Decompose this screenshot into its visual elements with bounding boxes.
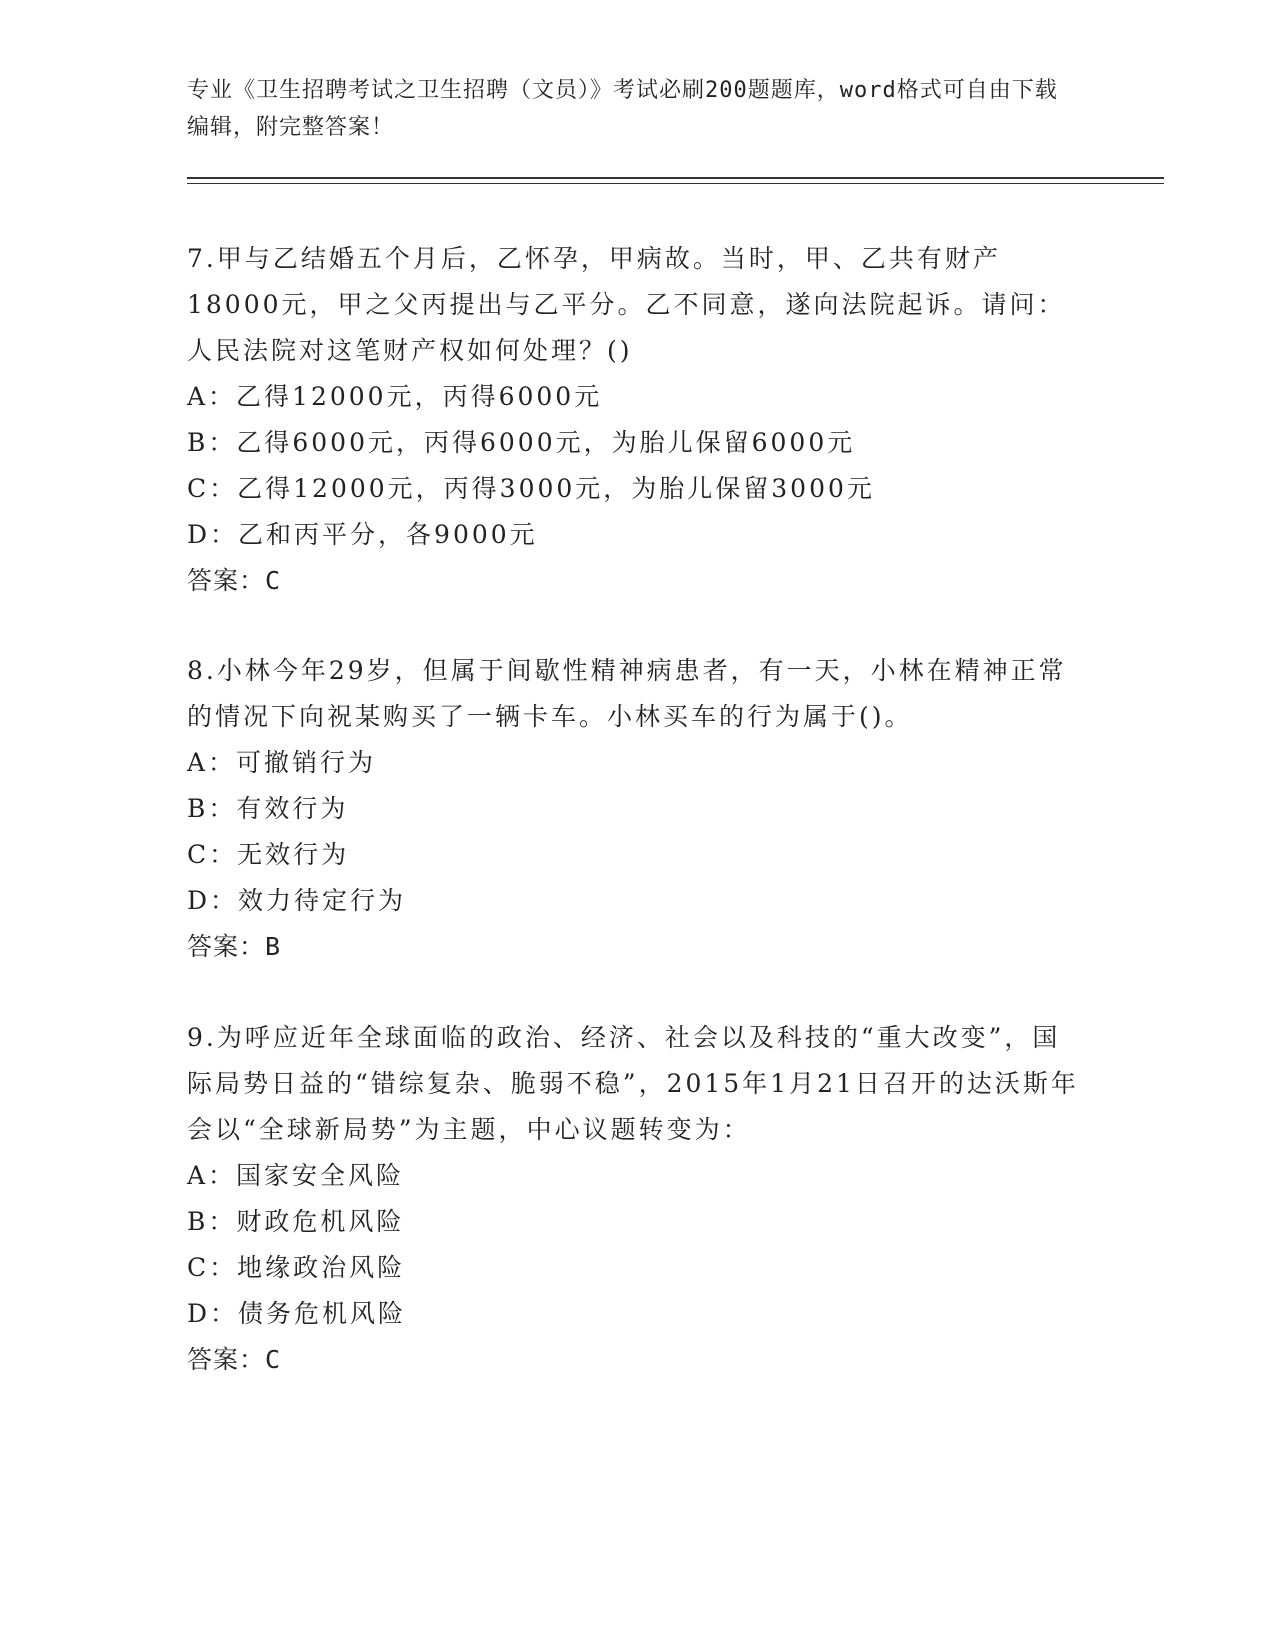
option-d: D：乙和丙平分，各9000元 xyxy=(187,520,538,549)
document-intro: 专业《卫生招聘考试之卫生招聘（文员）》考试必刷200题题库，word格式可自由下载编辑，附完整答案！ xyxy=(187,78,1058,140)
option-b: B：乙得6000元，丙得6000元，为胎儿保留6000元 xyxy=(187,428,856,457)
answer-label: 答案：C xyxy=(187,1345,282,1374)
header-divider-thin xyxy=(187,183,1164,184)
option-c: C：地缘政治风险 xyxy=(187,1253,406,1282)
option-b: B：财政危机风险 xyxy=(187,1207,405,1236)
answer-label: 答案：B xyxy=(187,932,282,961)
option-a: A：乙得12000元，丙得6000元 xyxy=(187,382,603,411)
question-stem: 8.小林今年29岁，但属于间歇性精神病患者，有一天，小林在精神正常的情况下向祝某购买了一辆卡车。小林买车的行为属于()。 xyxy=(187,656,1067,731)
option-b: B：有效行为 xyxy=(187,794,349,823)
answer-label: 答案：C xyxy=(187,566,282,595)
question-stem: 7.甲与乙结婚五个月后，乙怀孕，甲病故。当时，甲、乙共有财产18000元，甲之父丙提出与乙平分。乙不同意，遂向法院起诉。请问：人民法院对这笔财产权如何处理？() xyxy=(187,244,1066,365)
option-d: D：效力待定行为 xyxy=(187,886,407,915)
header-divider-thick xyxy=(187,177,1164,179)
question-7 xyxy=(187,236,1087,604)
question-9 xyxy=(187,1015,1087,1383)
question-stem: 9.为呼应近年全球面临的政治、经济、社会以及科技的“重大改变”，国际局势日益的“错综复杂、脆弱不稳”，2015年1月21日召开的达沃斯年会以“全球新局势”为主题，中心议题转变为： xyxy=(187,1023,1079,1144)
question-8 xyxy=(187,648,1087,970)
option-c: C：乙得12000元，丙得3000元，为胎儿保留3000元 xyxy=(187,474,875,503)
option-c: C：无效行为 xyxy=(187,840,350,869)
option-a: A：国家安全风险 xyxy=(187,1161,405,1190)
option-a: A：可撤销行为 xyxy=(187,748,377,777)
option-d: D：债务危机风险 xyxy=(187,1299,407,1328)
